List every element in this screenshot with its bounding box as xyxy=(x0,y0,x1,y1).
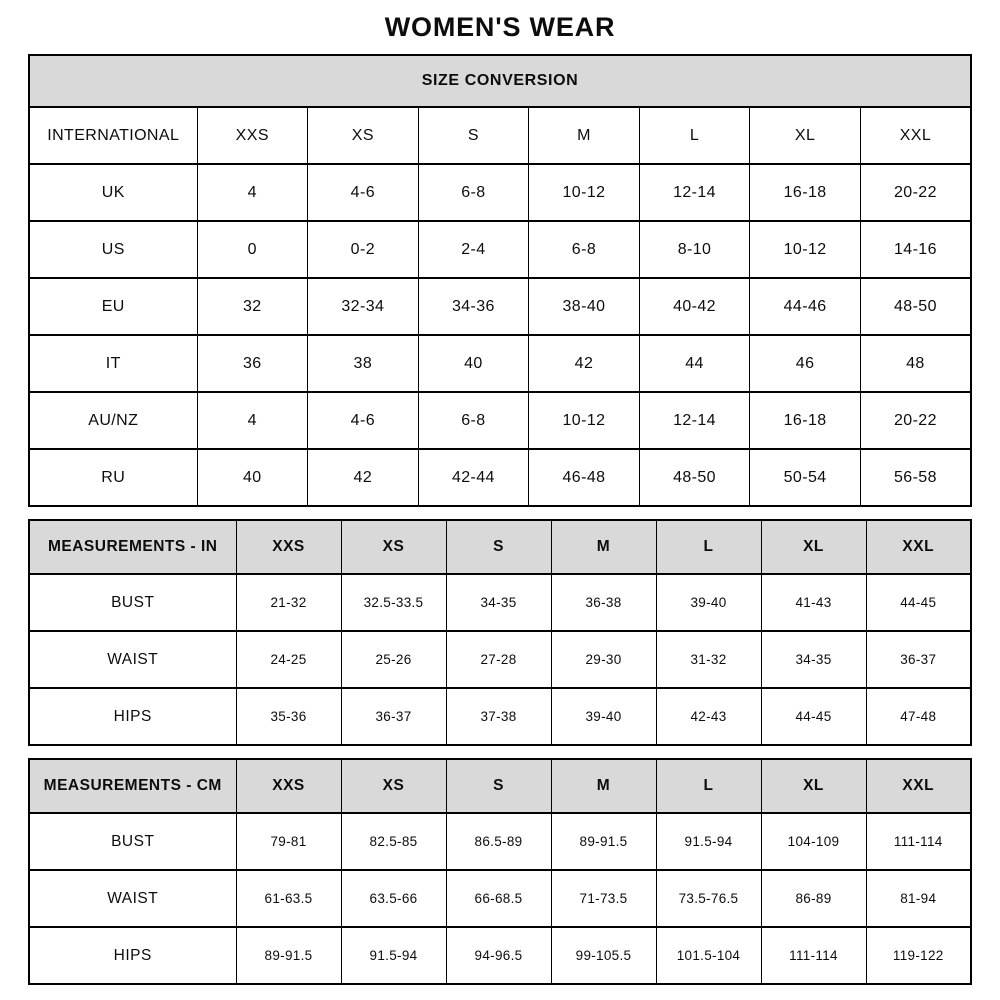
size-conversion-row-eu xyxy=(29,278,971,335)
value-cell: 35-36 xyxy=(236,688,341,745)
measurements-in-header-xxs: XXS xyxy=(236,520,341,574)
value-cell: 42 xyxy=(529,335,640,392)
value-cell: 40 xyxy=(418,335,529,392)
measurements-cm-header-xs: XS xyxy=(341,759,446,813)
value-cell: 25-26 xyxy=(341,631,446,688)
value-cell: 0-2 xyxy=(308,221,419,278)
value-cell: 71-73.5 xyxy=(551,870,656,927)
value-cell: 99-105.5 xyxy=(551,927,656,984)
value-cell: 21-32 xyxy=(236,574,341,631)
size-conversion-label-header: INTERNATIONAL xyxy=(29,107,197,164)
value-cell: 44 xyxy=(639,335,750,392)
value-cell: 56-58 xyxy=(860,449,971,506)
value-cell: 27-28 xyxy=(446,631,551,688)
measurements-in-header-s: S xyxy=(446,520,551,574)
value-cell: 10-12 xyxy=(529,392,640,449)
measurements-cm-header-m: M xyxy=(551,759,656,813)
value-cell: 20-22 xyxy=(860,164,971,221)
value-cell: 4-6 xyxy=(308,164,419,221)
value-cell: 32-34 xyxy=(308,278,419,335)
row-label: EU xyxy=(29,278,197,335)
value-cell: 101.5-104 xyxy=(656,927,761,984)
value-cell: 20-22 xyxy=(860,392,971,449)
measurements-in-header-m: M xyxy=(551,520,656,574)
value-cell: 2-4 xyxy=(418,221,529,278)
value-cell: 38-40 xyxy=(529,278,640,335)
value-cell: 94-96.5 xyxy=(446,927,551,984)
measurements-in-header-xxl: XXL xyxy=(866,520,971,574)
value-cell: 89-91.5 xyxy=(236,927,341,984)
value-cell: 6-8 xyxy=(418,164,529,221)
value-cell: 73.5-76.5 xyxy=(656,870,761,927)
size-conversion-row-au-nz xyxy=(29,392,971,449)
value-cell: 39-40 xyxy=(656,574,761,631)
size-conversion-header-xs: XS xyxy=(308,107,419,164)
value-cell: 44-46 xyxy=(750,278,861,335)
size-conversion-header-m: M xyxy=(529,107,640,164)
value-cell: 61-63.5 xyxy=(236,870,341,927)
measurements-cm-header-xxs: XXS xyxy=(236,759,341,813)
value-cell: 39-40 xyxy=(551,688,656,745)
row-label: HIPS xyxy=(29,688,236,745)
value-cell: 86-89 xyxy=(761,870,866,927)
value-cell: 6-8 xyxy=(418,392,529,449)
value-cell: 24-25 xyxy=(236,631,341,688)
measurements-cm-header-l: L xyxy=(656,759,761,813)
value-cell: 111-114 xyxy=(866,813,971,870)
size-conversion-row-it xyxy=(29,335,971,392)
value-cell: 16-18 xyxy=(750,392,861,449)
value-cell: 119-122 xyxy=(866,927,971,984)
row-label: WAIST xyxy=(29,870,236,927)
measurements-cm-label-header: MEASUREMENTS - CM xyxy=(29,759,236,813)
row-label: AU/NZ xyxy=(29,392,197,449)
size-conversion-row-us xyxy=(29,221,971,278)
value-cell: 34-35 xyxy=(446,574,551,631)
measurements-in-label-header: MEASUREMENTS - IN xyxy=(29,520,236,574)
value-cell: 44-45 xyxy=(866,574,971,631)
measurements-in-header-xs: XS xyxy=(341,520,446,574)
value-cell: 48 xyxy=(860,335,971,392)
measurements-cm-table xyxy=(28,758,972,985)
value-cell: 31-32 xyxy=(656,631,761,688)
measurements-cm-header-row xyxy=(29,759,971,813)
value-cell: 81-94 xyxy=(866,870,971,927)
row-label: BUST xyxy=(29,574,236,631)
row-label: IT xyxy=(29,335,197,392)
measurements-in-row-hips xyxy=(29,688,971,745)
size-conversion-row-uk xyxy=(29,164,971,221)
value-cell: 29-30 xyxy=(551,631,656,688)
value-cell: 46 xyxy=(750,335,861,392)
value-cell: 42 xyxy=(308,449,419,506)
value-cell: 12-14 xyxy=(639,392,750,449)
row-label: WAIST xyxy=(29,631,236,688)
measurements-in-header-l: L xyxy=(656,520,761,574)
value-cell: 12-14 xyxy=(639,164,750,221)
value-cell: 10-12 xyxy=(750,221,861,278)
value-cell: 34-36 xyxy=(418,278,529,335)
value-cell: 36-37 xyxy=(866,631,971,688)
measurements-in-row-bust xyxy=(29,574,971,631)
page-title: WOMEN'S WEAR xyxy=(384,12,616,42)
value-cell: 37-38 xyxy=(446,688,551,745)
value-cell: 36 xyxy=(197,335,308,392)
size-conversion-header-xxs: XXS xyxy=(197,107,308,164)
value-cell: 46-48 xyxy=(529,449,640,506)
value-cell: 48-50 xyxy=(860,278,971,335)
row-label: UK xyxy=(29,164,197,221)
value-cell: 104-109 xyxy=(761,813,866,870)
size-conversion-header-xl: XL xyxy=(750,107,861,164)
value-cell: 6-8 xyxy=(529,221,640,278)
value-cell: 44-45 xyxy=(761,688,866,745)
size-conversion-banner: SIZE CONVERSION xyxy=(29,55,971,107)
value-cell: 82.5-85 xyxy=(341,813,446,870)
measurements-cm-header-s: S xyxy=(446,759,551,813)
value-cell: 86.5-89 xyxy=(446,813,551,870)
measurements-cm-row-bust xyxy=(29,813,971,870)
value-cell: 10-12 xyxy=(529,164,640,221)
measurements-cm-header-xl: XL xyxy=(761,759,866,813)
value-cell: 91.5-94 xyxy=(341,927,446,984)
value-cell: 38 xyxy=(308,335,419,392)
value-cell: 0 xyxy=(197,221,308,278)
value-cell: 32.5-33.5 xyxy=(341,574,446,631)
measurements-in-table xyxy=(28,519,972,746)
value-cell: 111-114 xyxy=(761,927,866,984)
value-cell: 32 xyxy=(197,278,308,335)
row-label: HIPS xyxy=(29,927,236,984)
value-cell: 91.5-94 xyxy=(656,813,761,870)
size-conversion-banner-row xyxy=(29,55,971,107)
value-cell: 4 xyxy=(197,392,308,449)
row-label: RU xyxy=(29,449,197,506)
value-cell: 36-38 xyxy=(551,574,656,631)
value-cell: 40 xyxy=(197,449,308,506)
size-conversion-table xyxy=(28,54,972,507)
value-cell: 63.5-66 xyxy=(341,870,446,927)
size-conversion-header-row xyxy=(29,107,971,164)
value-cell: 47-48 xyxy=(866,688,971,745)
size-conversion-header-s: S xyxy=(418,107,529,164)
measurements-in-header-row xyxy=(29,520,971,574)
value-cell: 48-50 xyxy=(639,449,750,506)
value-cell: 34-35 xyxy=(761,631,866,688)
value-cell: 66-68.5 xyxy=(446,870,551,927)
value-cell: 41-43 xyxy=(761,574,866,631)
measurements-in-row-waist xyxy=(29,631,971,688)
row-label: US xyxy=(29,221,197,278)
value-cell: 50-54 xyxy=(750,449,861,506)
value-cell: 79-81 xyxy=(236,813,341,870)
size-conversion-header-xxl: XXL xyxy=(860,107,971,164)
value-cell: 36-37 xyxy=(341,688,446,745)
size-conversion-row-ru xyxy=(29,449,971,506)
value-cell: 16-18 xyxy=(750,164,861,221)
measurements-in-header-xl: XL xyxy=(761,520,866,574)
measurements-cm-row-hips xyxy=(29,927,971,984)
measurements-cm-row-waist xyxy=(29,870,971,927)
value-cell: 14-16 xyxy=(860,221,971,278)
size-conversion-header-l: L xyxy=(639,107,750,164)
value-cell: 89-91.5 xyxy=(551,813,656,870)
value-cell: 42-43 xyxy=(656,688,761,745)
value-cell: 4 xyxy=(197,164,308,221)
value-cell: 40-42 xyxy=(639,278,750,335)
value-cell: 4-6 xyxy=(308,392,419,449)
value-cell: 42-44 xyxy=(418,449,529,506)
measurements-cm-header-xxl: XXL xyxy=(866,759,971,813)
value-cell: 8-10 xyxy=(639,221,750,278)
row-label: BUST xyxy=(29,813,236,870)
